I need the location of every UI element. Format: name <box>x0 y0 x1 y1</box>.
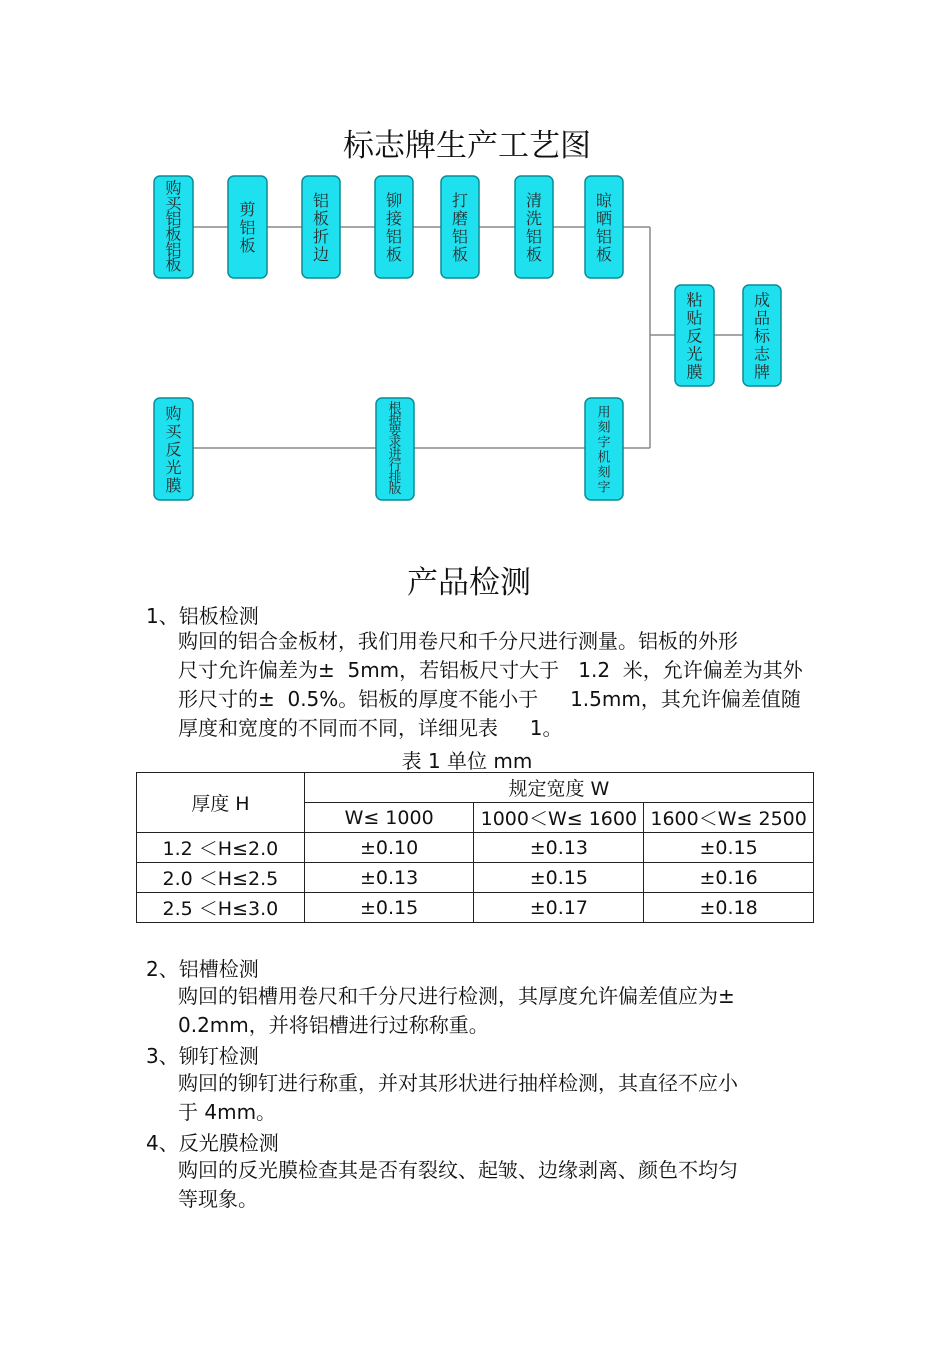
subheader-cell: 1000＜W≤ 1600 <box>474 803 644 833</box>
section-1-line-4: 厚度和宽度的不同而不同，详细见表 1。 <box>178 716 563 740</box>
flow-step-label: 剪铝板 <box>239 199 256 255</box>
table-cell: 2.0 ＜H≤2.5 <box>137 863 305 893</box>
header-thickness: 厚度 H <box>137 773 305 833</box>
table-cell: 2.5 ＜H≤3.0 <box>137 893 305 923</box>
flow-step-label: 成品标志牌 <box>753 290 771 382</box>
flow-step-box <box>375 176 413 278</box>
header-width: 规定宽度 W <box>304 773 813 803</box>
table-caption: 表 1 单位 mm <box>401 749 533 773</box>
flow-step-box <box>376 398 414 500</box>
table-cell: ±0.18 <box>644 893 814 923</box>
section-4-line-1: 购回的反光膜检查其是否有裂纹、起皱、边缘剥离、颜色不均匀 <box>178 1158 738 1182</box>
table-row <box>137 863 814 893</box>
section-2-heading: 2、铝槽检测 <box>146 957 259 981</box>
flowchart-title: 标志牌生产工艺图 <box>343 128 591 164</box>
table-cell: 1.2 ＜H≤2.0 <box>137 833 305 863</box>
section-4-heading: 4、反光膜检测 <box>146 1131 279 1155</box>
flow-step-box <box>154 176 193 278</box>
inspection-title: 产品检测 <box>407 565 531 601</box>
flow-step-label: 购买反光膜 <box>165 403 182 495</box>
section-1-line-1: 购回的铝合金板材，我们用卷尺和千分尺进行测量。铝板的外形 <box>178 629 738 653</box>
table-cell: ±0.15 <box>474 863 644 893</box>
table-cell: ±0.16 <box>644 863 814 893</box>
flow-step-box <box>302 176 340 278</box>
process-flowchart <box>0 0 950 520</box>
flow-step-label: 粘贴反光膜 <box>686 290 703 382</box>
flow-step-box <box>515 176 553 278</box>
flow-step-box <box>585 398 623 500</box>
flow-step-box <box>154 398 193 500</box>
section-3-heading: 3、铆钉检测 <box>146 1044 259 1068</box>
section-2-line-2: 0.2mm，并将铝槽进行过称称重。 <box>178 1013 489 1037</box>
table-cell: ±0.13 <box>304 863 474 893</box>
table-cell: ±0.10 <box>304 833 474 863</box>
flow-step-label: 铝板折边 <box>312 190 330 264</box>
table-row <box>137 833 814 863</box>
flow-step-label: 铆接铝板 <box>385 190 403 264</box>
flow-step-label: 清洗铝板 <box>525 190 543 264</box>
tolerance-table <box>136 772 814 923</box>
section-1-heading: 1、铝板检测 <box>146 604 259 628</box>
table-cell: ±0.15 <box>304 893 474 923</box>
table-header-row <box>137 773 814 803</box>
flow-step-label: 打磨铝板 <box>451 190 469 264</box>
flow-step-box <box>228 176 267 278</box>
flow-step-label: 购买铝板铝板 <box>165 178 182 275</box>
section-2-line-1: 购回的铝槽用卷尺和千分尺进行检测，其厚度允许偏差值应为± <box>178 984 735 1008</box>
section-1-line-3: 形尺寸的± 0.5%。铝板的厚度不能小于 1.5mm，其允许偏差值随 <box>178 687 801 711</box>
section-3-line-2: 于 4mm。 <box>178 1100 277 1124</box>
subheader-cell: 1600＜W≤ 2500 <box>644 803 814 833</box>
flow-step-box <box>675 285 714 386</box>
subheader-cell: W≤ 1000 <box>304 803 474 833</box>
flow-step-label: 根据要求进行排版 <box>388 401 402 497</box>
flow-step-box <box>743 285 781 386</box>
flow-step-box <box>441 176 479 278</box>
table-row <box>137 893 814 923</box>
table-cell: ±0.17 <box>474 893 644 923</box>
table-cell: ±0.13 <box>474 833 644 863</box>
table-cell: ±0.15 <box>644 833 814 863</box>
flow-step-box <box>585 176 623 278</box>
flow-step-label: 用刻字机刻字 <box>597 405 611 496</box>
flow-step-label: 晾晒铝板 <box>595 190 613 264</box>
section-3-line-1: 购回的铆钉进行称重，并对其形状进行抽样检测，其直径不应小 <box>178 1071 738 1095</box>
section-4-line-2: 等现象。 <box>178 1187 258 1211</box>
section-1-line-2: 尺寸允许偏差为± 5mm，若铝板尺寸大于 1.2 米，允许偏差为其外 <box>178 658 803 682</box>
